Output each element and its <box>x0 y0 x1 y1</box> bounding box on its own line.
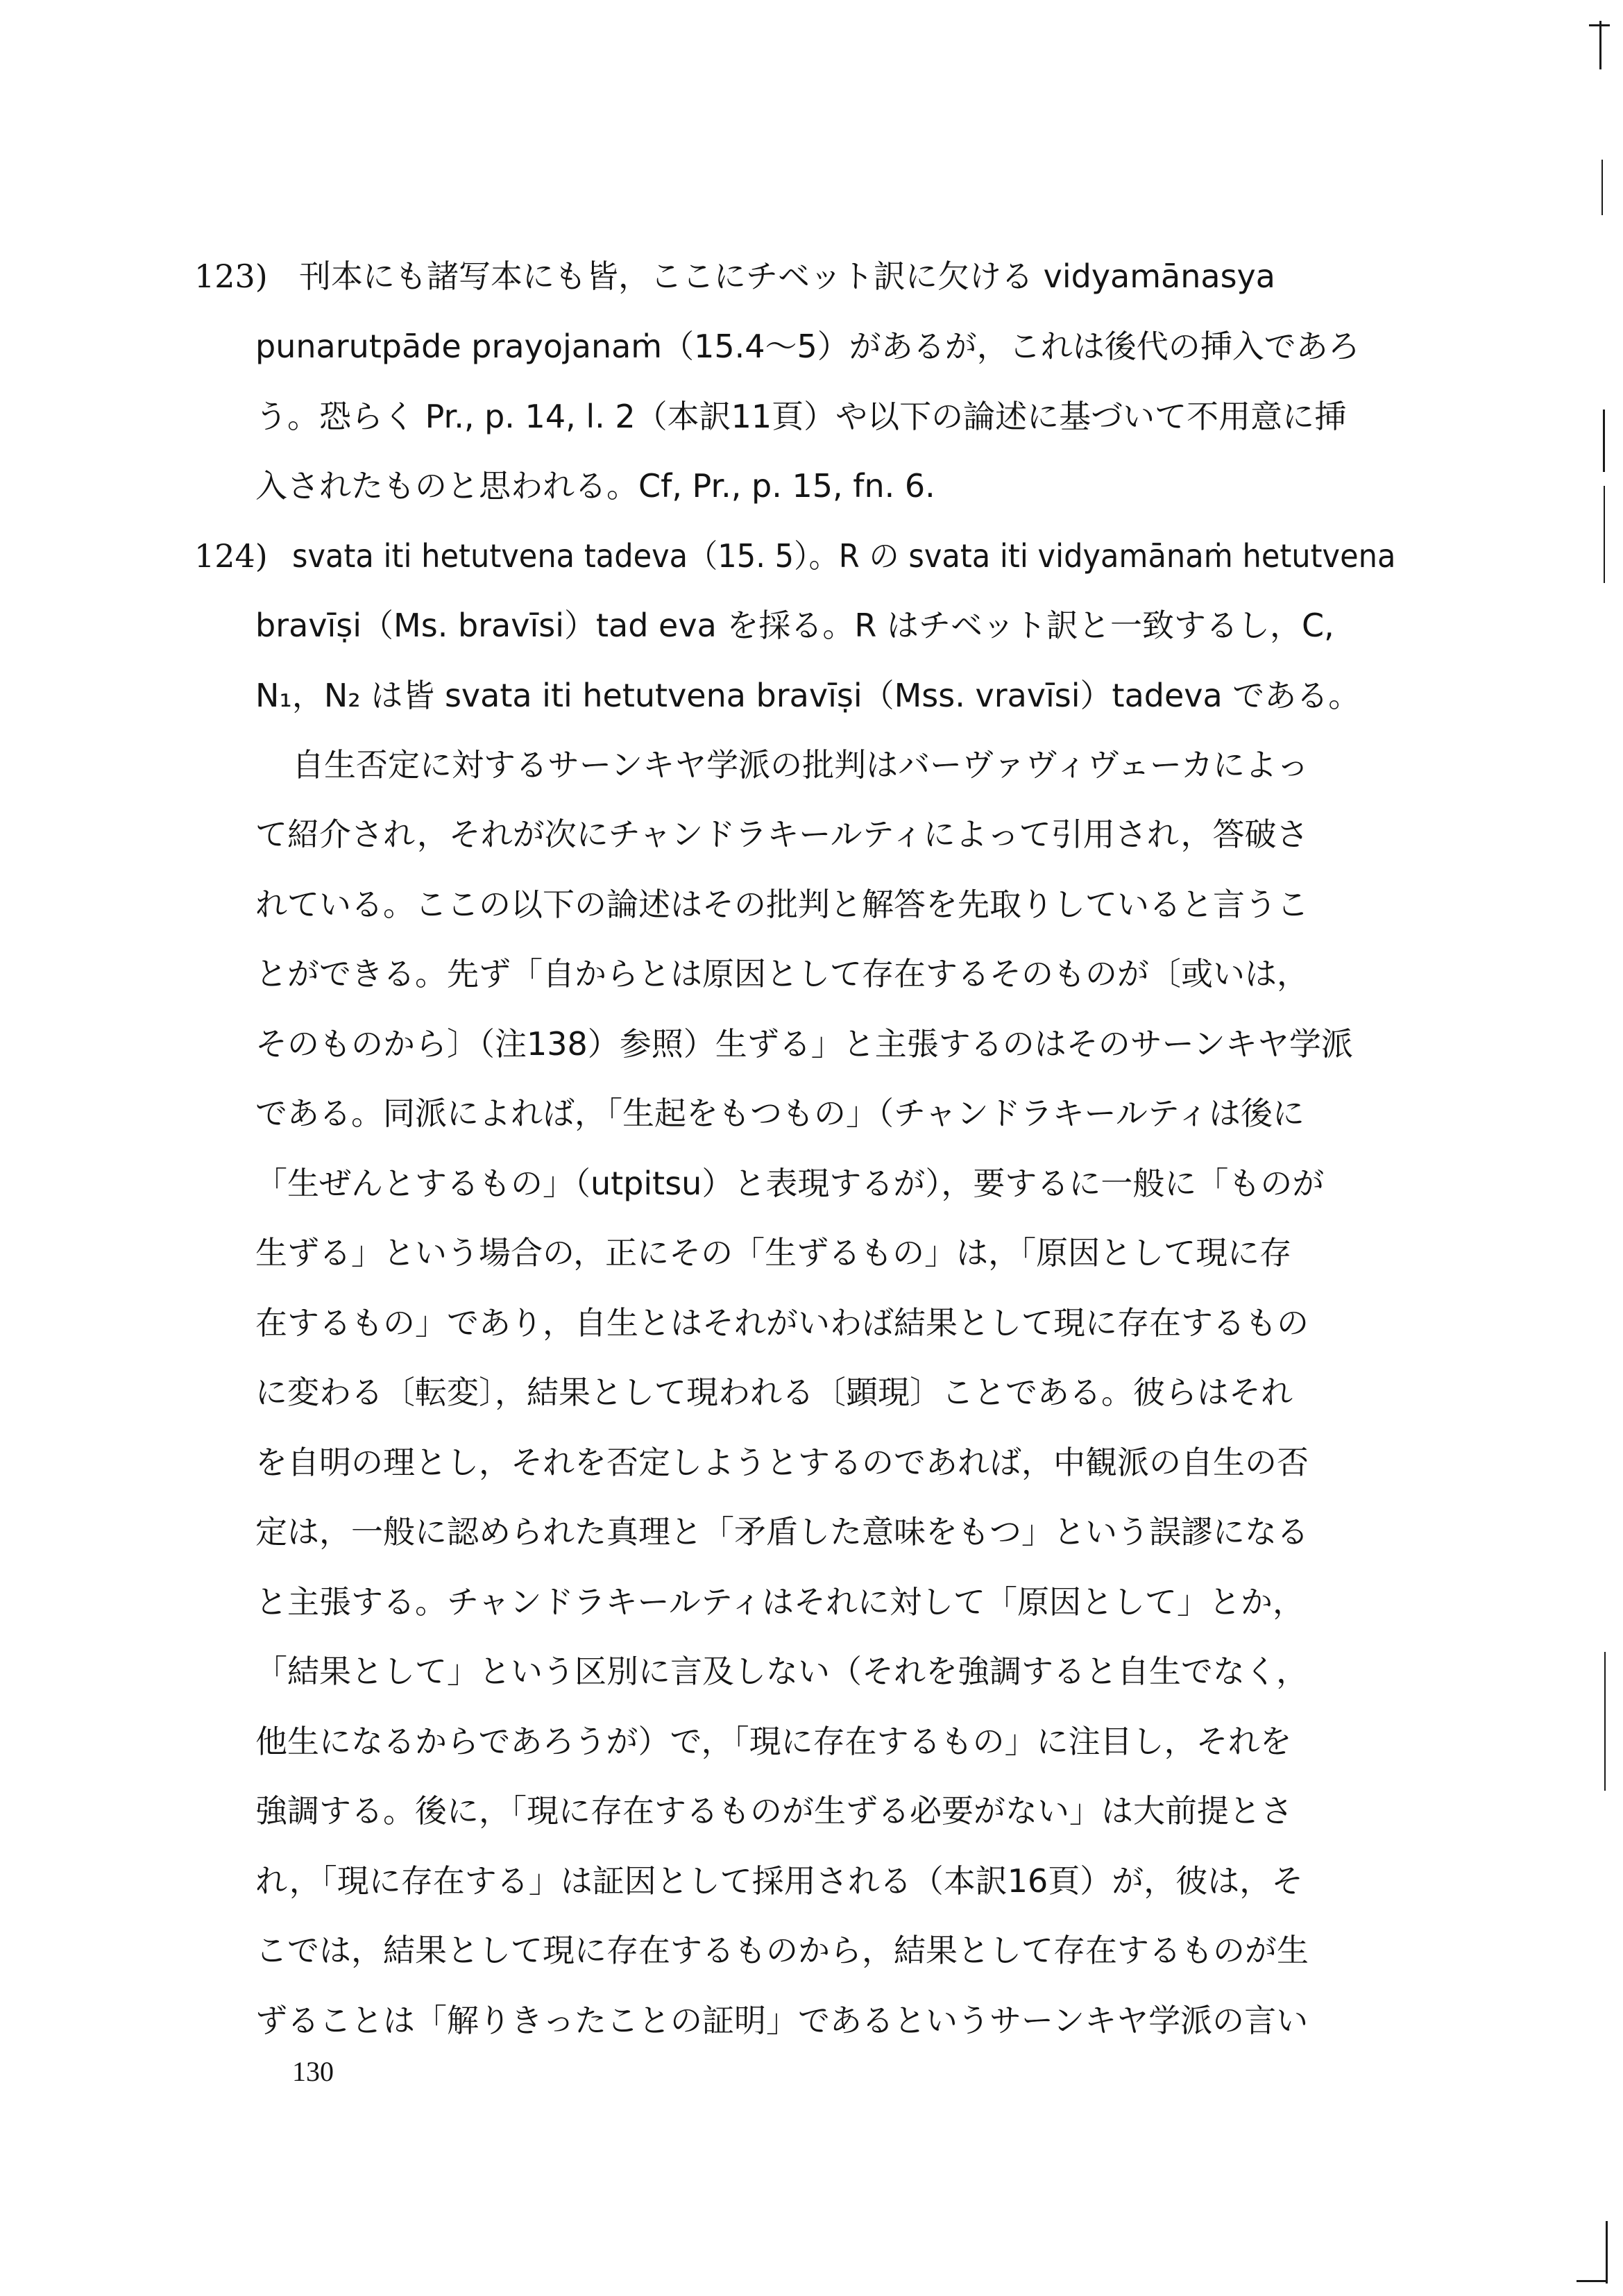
note-124-line-2: bravīṣi（Ms. bravīsi）tad eva を採る。R はチベット訳と一致するし，C, <box>255 607 1334 644</box>
note-124-paragraph-line-18: こでは，結果として現に存在するものから，結果として存在するものが生 <box>255 1932 1309 1969</box>
scan-edge-mark <box>1604 1652 1606 1791</box>
scan-edge-mark <box>1589 24 1610 26</box>
scan-edge-mark <box>1577 2280 1608 2282</box>
scan-edge-mark <box>1603 410 1605 472</box>
note-123-line-2: punarutpāde prayojanaṁ（15.4〜5）があるが，これは後代の挿入であろ <box>255 328 1360 365</box>
note-124-paragraph-line-7: 「生ぜんとするもの」（utpitsu）と表現するが），要するに一般に「ものが <box>255 1165 1325 1202</box>
note-124-paragraph-line-14: 「結果として」という区別に言及しない（それを強調すると自生でなく， <box>255 1653 1309 1690</box>
note-124-line-3: N₁，N₂ は皆 svata iti hetutvena bravīṣi（Mss. vravīsi）tadeva である。 <box>255 677 1361 714</box>
note-number-124: 124) <box>194 537 268 575</box>
scan-edge-mark <box>1601 160 1603 215</box>
note-124-paragraph-line-10: に変わる〔転変〕，結果として現われる〔顕現〕ことである。彼らはそれ <box>255 1374 1293 1411</box>
note-123-line-4: 入されたものと思われる。Cf, Pr., p. 15, fn. 6. <box>255 467 935 505</box>
note-124-paragraph-line-5: そのものから〕（注138）参照）生ずる」と主張するのはそのサーンキヤ学派 <box>255 1025 1353 1063</box>
note-124-paragraph-line-15: 他生になるからであろうが）で，「現に存在するもの」に注目し，それを <box>255 1723 1292 1760</box>
page-number: 130 <box>292 2056 334 2087</box>
scan-edge-mark <box>1606 2221 1608 2284</box>
note-123-line-1: 刊本にも諸写本にも皆，ここにチベット訳に欠ける vidyamānasya <box>299 258 1275 295</box>
scan-edge-mark <box>1599 21 1601 69</box>
note-124-paragraph-line-17: れ，「現に存在する」は証因として採用される（本訳16頁）が，彼は，そ <box>255 1862 1304 1900</box>
note-124-paragraph-line-19: ずることは「解りきったことの証明」であるというサーンキヤ学派の言い <box>255 2002 1309 2039</box>
note-124-paragraph-line-9: 在するもの」であり，自生とはそれがいわば結果として現に存在するもの <box>255 1304 1309 1342</box>
note-124-paragraph-line-8: 生ずる」という場合の，正にその「生ずるもの」は，「原因として現に存 <box>255 1234 1292 1272</box>
note-124-paragraph-line-2: て紹介され，それが次にチャンドラキールティによって引用され，答破さ <box>255 816 1309 853</box>
note-number-123: 123) <box>194 258 268 295</box>
note-124-paragraph-line-11: を自明の理とし，それを否定しようとするのであれば，中観派の自生の否 <box>255 1444 1309 1481</box>
note-124-paragraph-line-13: と主張する。チャンドラキールティはそれに対して「原因として」とか， <box>255 1583 1305 1621</box>
note-123-line-3: う。恐らく Pr., p. 14, l. 2（本訳11頁）や以下の論述に基づいて不用意に挿 <box>255 398 1347 435</box>
note-124-paragraph-line-6: である。同派によれば，「生起をもつもの」（チャンドラキールティは後に <box>255 1095 1305 1132</box>
note-124-paragraph-line-1: 自生否定に対するサーンキヤ学派の批判はバーヴァヴィヴェーカによっ <box>292 746 1309 784</box>
note-124-paragraph-line-3: れている。ここの以下の論述はその批判と解答を先取りしていると言うこ <box>255 886 1309 923</box>
scan-edge-mark <box>1604 486 1605 583</box>
note-124-line-1: svata iti hetutvena tadeva（15. 5）。R の svata iti vidyamānaṁ hetutvena <box>292 537 1396 575</box>
note-124-paragraph-line-4: とができる。先ず「自からとは原因として存在するそのものが〔或いは， <box>255 955 1309 993</box>
note-124-paragraph-line-12: 定は，一般に認められた真理と「矛盾した意味をもつ」という誤謬になる <box>255 1513 1309 1551</box>
note-124-paragraph-line-16: 強調する。後に，「現に存在するものが生ずる必要がない」は大前提とさ <box>255 1792 1293 1830</box>
